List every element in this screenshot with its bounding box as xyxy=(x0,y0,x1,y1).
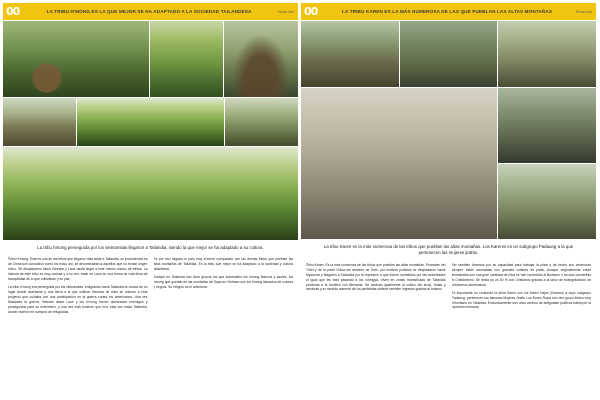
paragraph: Es por eso llegada el país muy enorme comparado con las demás tribus que pueblan las altas montañas de Tailandia. Es la tribu que mejor se ha adaptado a la sociedad y cultura tailandesa. xyxy=(153,257,293,272)
paragraph: Es importante no confundir la etnia Karen con los Karen Nejos (Karenni) a cuyo subgrupo Padaung, pertenecen las famosas Mujeres Jirafa. Los Karen Rojos son otro grupo étnico muy minoritario en Tailandia. Exclusivamente son unos centros de antiguatas políticos habla por la represión birmana. xyxy=(451,290,591,310)
page-header-meta: Etnias Mar xyxy=(277,9,294,14)
photo-village xyxy=(224,21,298,97)
text-column-2 xyxy=(154,257,294,393)
photo-karen-house xyxy=(498,21,596,87)
page-title: LA TRIBU H'MONG ES LA QUE MEJOR SE HA ADAPTADO A LA SOCIEDAD TAILANDESA xyxy=(46,8,252,14)
photo-jungle-hut xyxy=(3,21,149,97)
paragraph: Tribu Karen: Es la más numerosa de las tribus que pueblan las altas montañas. Proceden del Tíbet y de la parte China del desierto de Gobi, por motivos políticos se desplazaron hacia Myanmar y Nagaren a Tailandia por la represión a que fueron sometidos por las autoridades al igual que les está pasando a los rohingya. Viven en zonas montañosas de Tailandia próximas a la frontera con Birmania. Se dedican igualmente al cultivo del arroz, frutas y verduras y su sentido numeral de los pesticidas obtiene también ingresos gracias al turismo. xyxy=(306,262,446,292)
photo-collage-left xyxy=(3,20,298,240)
photo-caption-right: La tribu Karen es la más numerosa de las tribus que pueblan las altas montañas. Los Karenni es un subgrupo Padaung a la que pertenecen las mujeres jirafas. xyxy=(323,244,574,256)
page-title: LA TRIBU KAREN ES LA MÁS NUMEROSA DE LAS QUE PUEBLAN LAS ALTAS MONTAÑAS xyxy=(342,8,553,14)
text-column-1 xyxy=(306,263,446,393)
photo-karen-village xyxy=(498,164,596,239)
photo-karen-child xyxy=(301,88,497,239)
page-left xyxy=(3,3,298,397)
page-header-right xyxy=(301,3,596,20)
page-header-meta: Etnias Mar xyxy=(575,9,592,14)
photo-collage-right xyxy=(301,20,596,239)
paragraph: Tribu H'mong: Esta es una de las tribus que llegaron más tarde a Tailandia, su procedencia es de China son conocidos como los miao, así, se denominaban a aquellos que no tenían origen chino. Se desplazaron hacia Vietnam y Laos hasta llegar a este mismo núcleo de etnias. La historia de este tribu es muy curiosa y a su vez, estar en Laos en una forma de vida llena de tranquilidad de lo que cultivaban y en paz. xyxy=(8,257,148,282)
page-header-left xyxy=(3,3,298,20)
photo-karen-rain xyxy=(498,88,596,163)
article-body-left xyxy=(3,255,298,397)
photo-caption-left: La tribu hmong perseguida por los vietnamitas llegaron a Tailandia, siendo la que mejor se ha adaptado a su cultura. xyxy=(37,245,264,250)
text-column-1 xyxy=(8,257,148,393)
magazine-logo-icon: 00 xyxy=(6,5,20,18)
article-body-right xyxy=(301,261,596,397)
magazine-logo-icon: 00 xyxy=(304,5,318,18)
page-right xyxy=(301,3,596,397)
paragraph: Aunque en Tailandia son ricos grupos los que sobresalen los hmong blancos y azules, los hmong que quedan en las montañas de Sapa en Vietnam son los hmong llamados de colores y negros. Su religión es el animismo. xyxy=(153,275,293,290)
photo-big-field xyxy=(77,98,224,146)
photo-hut-wide xyxy=(3,98,76,146)
paragraph: La tribu h'mong era perseguida por los vietnamitas, emigrando hacia Tailandia en busca de un lugar donde asentarse y una tierra a la que cultivar. Muchos de ellos se unieron a este proyecto que cuidaba con una participación en la guerra contra los americanos. Una vez finalizada la guerra, Vietnam atacó Laos y los h'mong fueron declarados enemigos y perseguidos para su exterminio, y una vez más tuvieron que huir, esta vez hacia Tailandia, donde vivieron en campos de refugiados. xyxy=(8,285,148,314)
photo-karen-bamboo xyxy=(400,21,498,87)
photo-karen-hut xyxy=(301,21,399,87)
photo-hill-house xyxy=(225,98,298,146)
text-column-2 xyxy=(452,263,592,393)
photo-rice-terrace xyxy=(150,21,223,97)
photo-panorama-field xyxy=(3,147,298,240)
paragraph: Ser también famosos por su capacidad para trabajar la plata y de hecho sus cerámicas siempre están adornadas con grandes collares de plata. Aunque originalmente estas ancestrales son una gran cantidad de ellos se han convertido al Budismo o ha sido convertido al Cristianismo. Se limita ya un 30 % con Cristianos gracias a la labor de evangelización de misioneros americanos. xyxy=(451,262,591,287)
